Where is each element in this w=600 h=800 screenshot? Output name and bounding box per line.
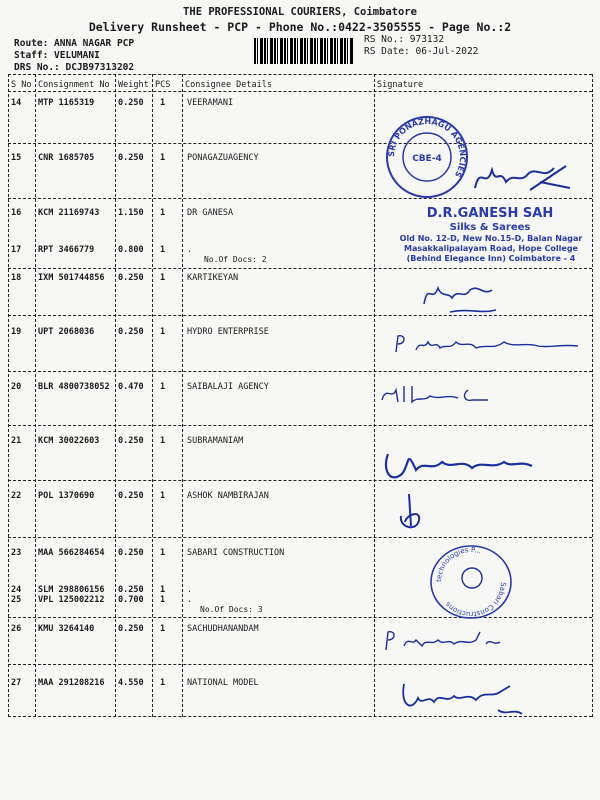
column-header: Consignee Details [185,80,272,90]
signature-18 [420,278,530,318]
row-sno: 18 [11,273,22,283]
barcode [254,38,354,64]
agencies-stamp-center: CBE-4 [412,154,442,164]
row-pcs: 1 [160,245,166,255]
row-weight: 0.250 [118,585,144,595]
signature-27 [398,676,538,726]
row-pcs: 1 [160,491,166,501]
row-consignment: RPT 3466779 [38,245,95,255]
docs-count: No.Of Docs: 2 [204,255,267,264]
row-pcs: 1 [160,208,166,218]
row-weight: 0.250 [118,548,144,558]
col-divider [592,74,593,717]
row-sno: 14 [11,98,22,108]
row-consignment: MAA 566284654 [38,548,105,558]
ganesh-stamp-sub: Silks & Sarees [449,222,531,233]
row-pcs: 1 [160,436,166,446]
row-consignee: HYDRO ENTERPRISE [187,327,269,337]
row-weight: 0.250 [118,153,144,163]
row-rule [8,537,592,538]
row-sno: 16 [11,208,22,218]
row-consignee: SACHUDHANANDAM [187,624,259,634]
row-consignment: BLR 4800738052 [38,382,110,392]
row-consignment: VPL 125002212 [38,595,105,605]
table-top-rule [8,74,592,75]
ganesh-stamp-address: (Behind Elegance Inn) Coimbatore - 4 [406,254,576,263]
company-title: THE PROFESSIONAL COURIERS, Coimbatore [183,6,417,18]
row-consignee: VEERAMANI [187,98,234,108]
ganesh-stamp-address: Masakkalipalayam Road, Hope College [404,244,578,253]
header-rule [8,91,592,92]
row-consignee: SUBRAMANIAM [187,436,244,446]
col-divider [182,74,183,717]
sabari-stamp-ring-text: technologies P... [434,545,483,583]
docs-count: No.Of Docs: 3 [200,605,263,614]
row-consignment: IXM 501744856 [38,273,105,283]
column-header: Signature [377,80,424,90]
col-divider [374,74,375,717]
row-pcs: 1 [160,98,166,108]
row-sno: 20 [11,382,22,392]
row-sno: 22 [11,491,22,501]
row-weight: 0.800 [118,245,144,255]
row-weight: 0.250 [118,98,144,108]
row-consignee: NATIONAL MODEL [187,678,259,688]
row-weight: 0.250 [118,327,144,337]
row-pcs: 1 [160,153,166,163]
column-header: PCS [155,80,171,90]
row-consignment: UPT 2068036 [38,327,95,337]
rs-number: RS No.: 973132 [364,34,445,45]
row-pcs: 1 [160,548,166,558]
row-rule [8,425,592,426]
row-consignee: . [187,245,193,255]
agencies-stamp [382,112,472,202]
row-consignee: KARTIKEYAN [187,273,239,283]
row-consignment: KMU 3264140 [38,624,95,634]
agencies-stamp-ring-text: SRI PONAZHAGU AGENCIES [386,116,468,179]
row-sno: 26 [11,624,22,634]
col-divider [115,74,116,717]
row-sno: 24 [11,585,22,595]
row-sno: 27 [11,678,22,688]
row-rule [8,664,592,665]
ganesh-stamp-address: Old No. 12-D, New No.15-D, Balan Nagar [399,234,583,243]
row-pcs: 1 [160,273,166,283]
row-sno: 23 [11,548,22,558]
signature-15 [470,160,580,200]
row-consignee: PONAGAZUAGENCY [187,153,259,163]
row-pcs: 1 [160,624,166,634]
sabari-stamp [426,544,516,620]
column-header: Weight [118,80,149,90]
column-header: Consignment No [38,80,110,90]
row-weight: 0.250 [118,436,144,446]
sabari-stamp-ring-text: Sabari Constructions [443,581,508,619]
row-consignment: CNR 1685705 [38,153,95,163]
col-divider [35,74,36,717]
signature-20 [378,382,508,408]
row-weight: 1.150 [118,208,144,218]
row-sno: 15 [11,153,22,163]
signature-26 [382,626,512,656]
row-pcs: 1 [160,595,166,605]
row-consignment: KCM 21169743 [38,208,100,218]
row-sno: 25 [11,595,22,605]
row-pcs: 1 [160,382,166,392]
row-rule [8,371,592,372]
row-pcs: 1 [160,327,166,337]
col-divider [152,74,153,717]
row-consignee: SAIBALAJI AGENCY [187,382,269,392]
row-weight: 0.700 [118,595,144,605]
col-divider [8,74,9,717]
drs-number: DRS No.: DCJB97313202 [14,62,135,73]
column-header: S No [11,80,32,90]
row-rule [8,268,592,269]
row-weight: 0.470 [118,382,144,392]
row-weight: 4.550 [118,678,144,688]
signature-19 [392,330,592,360]
row-weight: 0.250 [118,273,144,283]
signature-21 [380,440,550,490]
row-sno: 17 [11,245,22,255]
row-rule [8,143,592,144]
ganesh-stamp-title: D.R.GANESH SAH [426,206,554,221]
row-consignment: SLM 298806156 [38,585,105,595]
row-consignee: DR GANESA [187,208,234,218]
row-consignee: SABARI CONSTRUCTION [187,548,285,558]
row-weight: 0.250 [118,624,144,634]
row-weight: 0.250 [118,491,144,501]
row-consignment: KCM 30022603 [38,436,100,446]
row-consignee: . [187,585,193,595]
row-consignee: . [187,595,193,605]
row-consignment: POL 1370690 [38,491,95,501]
row-consignment: MTP 1165319 [38,98,95,108]
runsheet-subtitle: Delivery Runsheet - PCP - Phone No.:0422-3505555 - Page No.:2 [88,20,512,34]
route-label: Route: ANNA NAGAR PCP [14,38,135,49]
row-sno: 21 [11,436,22,446]
row-pcs: 1 [160,678,166,688]
row-pcs: 1 [160,585,166,595]
row-consignee: ASHOK NAMBIRAJAN [187,491,269,501]
signature-22 [395,490,435,540]
staff-label: Staff: VELUMANI [14,50,100,61]
row-consignment: MAA 291208216 [38,678,105,688]
rs-date: RS Date: 06-Jul-2022 [364,46,479,57]
row-sno: 19 [11,327,22,337]
